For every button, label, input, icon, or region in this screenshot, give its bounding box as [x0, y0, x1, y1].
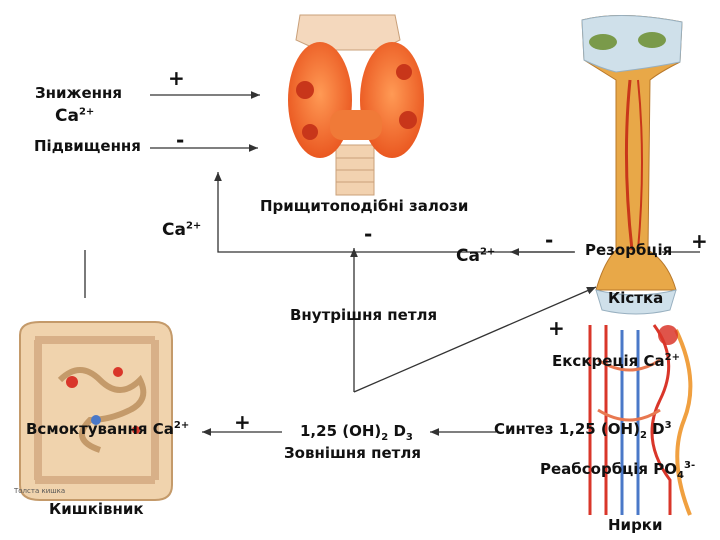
vitamin-d-center-label: 1,25 $(OH)_2$ $D_3$ — [300, 422, 413, 443]
intestine-label: Кишківник — [49, 500, 144, 518]
thyroid-illustration — [288, 15, 424, 195]
excretion-label: Екскреція $Ca^{2+}$ — [552, 352, 680, 370]
ca-mid-label: $Ca^{2+}$ — [456, 246, 496, 266]
plus-sign-kidney: + — [548, 316, 565, 340]
inner-loop-label: Внутрішня петля — [290, 306, 438, 324]
absorption-label: Всмоктування $Ca^{2+}$ — [26, 420, 190, 438]
minus-sign-mid: - — [364, 222, 373, 246]
ca-left-label: $Ca^{2+}$ — [162, 220, 202, 240]
bone-label: Кістка — [608, 289, 664, 307]
synthesis-label: Синтез 1,25 $(OH)_2$ $D^3$ — [494, 420, 672, 441]
reabsorption-label: Реабсорбція $PO_4^{3-}$ — [540, 460, 696, 481]
minus-sign-bone: - — [545, 228, 554, 252]
parathyroid-label: Прищитоподібні залози — [260, 197, 469, 215]
plus-sign-bone: + — [691, 229, 708, 253]
minus-sign-top: - — [176, 128, 185, 152]
plus-sign-intestine: + — [234, 410, 251, 434]
ca-top-label: $Ca^{2+}$ — [55, 106, 95, 126]
plus-sign-top: + — [168, 66, 185, 90]
outer-loop-label: Зовнішня петля — [284, 444, 421, 462]
kidney-label: Нирки — [608, 516, 663, 534]
resorption-label: Резорбція — [585, 241, 673, 259]
increase-label: Підвищення — [34, 137, 141, 155]
intestine-caption: Толста кишка — [14, 487, 66, 495]
decrease-label: Зниження — [35, 84, 122, 102]
intestine-illustration — [20, 322, 172, 500]
bone-illustration — [582, 15, 682, 314]
